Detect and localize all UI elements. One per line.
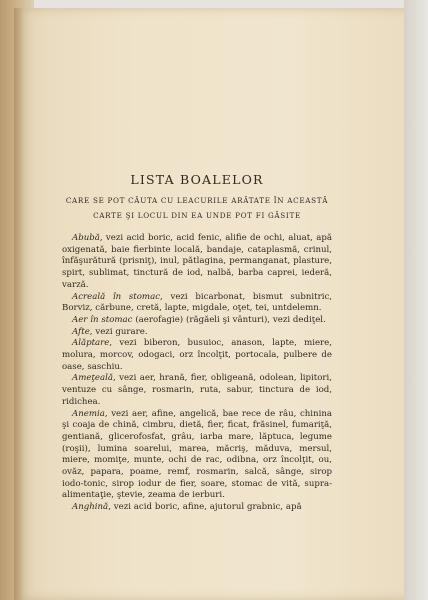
subtitle-line-1: CARE SE POT CĂUTA CU LEACURILE ARĂTATE ÎN ACEASTĂ	[65, 196, 329, 205]
entry-ameteala	[62, 373, 332, 408]
entry-term: Abubă	[72, 233, 100, 243]
entry-afte	[62, 327, 332, 339]
entry-term: Anghină	[72, 502, 109, 513]
entry-term: Alăptare	[72, 338, 110, 349]
entry-abuba	[62, 233, 332, 292]
entry-anemia	[62, 409, 332, 503]
page-fold-shadow	[14, 8, 24, 600]
entry-text: , vezi biberon, busuioc, anason, lapte, miere, molura, morcov, odogaci, orz încolţit, portocala, pulbere de oase, saschiu.	[62, 338, 332, 372]
entry-text: (aerofagie) (răgăeli şi vânturi), vezi dediţel.	[132, 314, 326, 325]
entry-term: Afte	[72, 326, 90, 337]
entry-term: Anemia	[72, 408, 105, 419]
entry-acreala	[62, 292, 332, 315]
entry-aer-in-stomac	[62, 315, 332, 327]
entry-text: , vezi aer, hrană, fier, obligeană, odolean, lipitori, ventuze cu sânge, rosmarin, ruta, sabur, tinctura de iod, ridichea.	[62, 373, 332, 407]
entry-text: , vezi bicarbonat, bismut subnitric, Borviz, cărbune, cretă, lapte, migdale, oţet, tei, untdelemn.	[62, 291, 332, 314]
page-subtitle	[62, 193, 332, 223]
entry-term: Ameţeală	[72, 373, 113, 384]
entry-alaptare	[62, 338, 332, 373]
page-content	[62, 172, 332, 514]
entry-text: , vezi acid boric, acid fenic, alifie de ochi, aluat, apă oxigenată, baie fierbinte locală, bandaje, cataplasmă, crinul, înfăşurătură (prisniţ), inul, pătlagina, permanganat, plasture, spirt, sublimat, tinctură de iod, nalbă, barba caprei, iederă, varză.	[62, 233, 332, 290]
entry-text: , vezi aer, afine, angelică, bae rece de râu, chinina şi coaja de chină, cimbru, dietă, fier, ficat, frăsinel, fumariţă, gentiană, glicerofosfat, grâu, iarba mare, lăptuca, legume (roşii), lumina soarelui, marea, măcriş, măduva, mersul, miere, momiţe, munte, ochi de rac, odibna, orz încolţit, ou, ovăz, papara, poame, remf, rosmarin, salcă, sânge, sirop iodo-tonic, sirop iodur de fier, soare, stomac de vită, supra-alimentaţie, ştevie, zeama de ierburi.	[62, 408, 332, 501]
entry-text: , vezi gurare.	[89, 326, 148, 337]
entry-term: Acreală în stomac	[72, 291, 161, 302]
entry-text: , vezi acid boric, afine, ajutorul grabnic, apă	[108, 502, 302, 513]
entry-term: Aer în stomac	[72, 314, 133, 325]
subtitle-line-2: CARTE ŞI LOCUL DIN EA UNDE POT FI GĂSITE	[93, 211, 301, 220]
background-surface	[404, 0, 428, 600]
page-title: LISTA BOALELOR	[130, 172, 264, 187]
entry-anghina	[62, 502, 332, 514]
